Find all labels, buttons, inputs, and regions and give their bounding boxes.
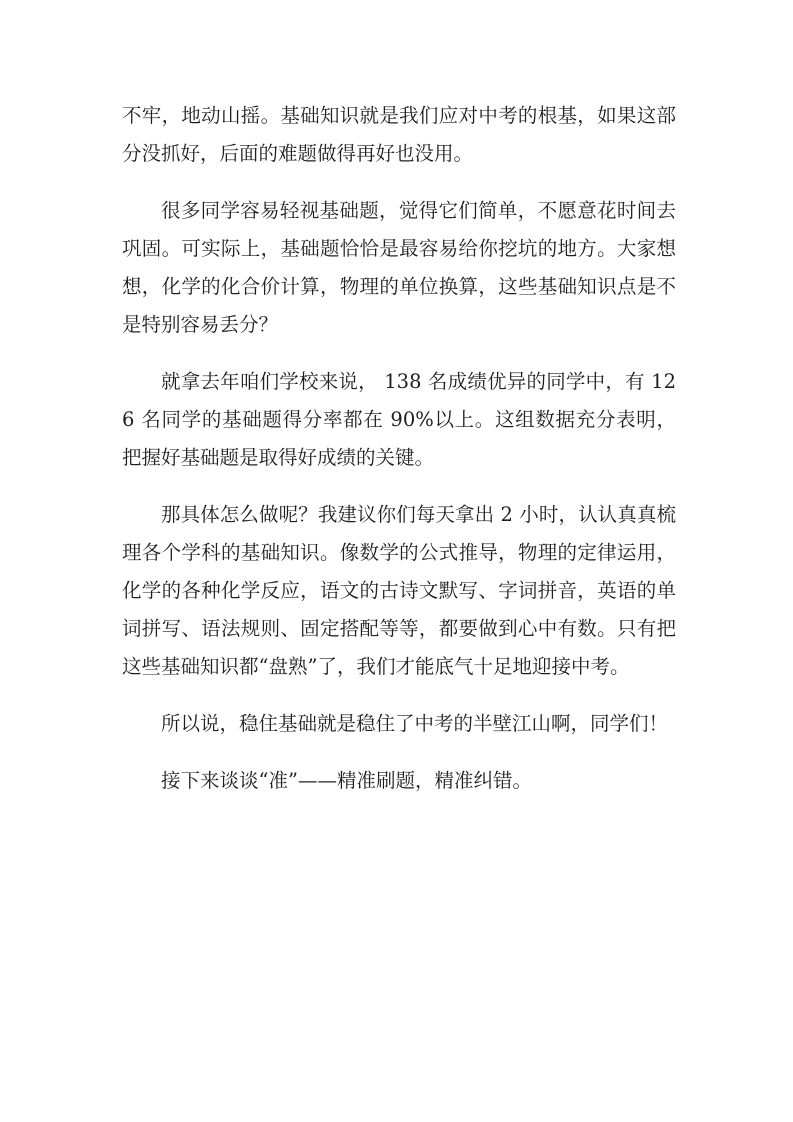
paragraph-3: 就拿去年咱们学校来说， 138 名成绩优异的同学中，有 126 名同学的基础题得分率都在 90%以上。这组数据充分表明，把握好基础题是取得好成绩的关键。 [122, 370, 676, 469]
document-body [122, 97, 676, 819]
paragraph-1: 不牢，地动山摇。基础知识就是我们应对中考的根基，如果这部分没抓好，后面的难题做得再好也没用。 [122, 104, 676, 165]
paragraph-6: 接下来谈谈“准”——精准刷题，精准纠错。 [161, 769, 532, 792]
paragraph-4: 那具体怎么做呢？我建议你们每天拿出 2 小时，认认真真梳理各个学科的基础知识。像数学的公式推导，物理的定律运用，化学的各种化学反应，语文的古诗文默写、字词拼音，英语的单词拼写、语法规则、固定搭配等等，都要做到心中有数。只有把这些基础知识都“盘熟”了，我们才能底气十足地迎接中考。 [122, 503, 676, 678]
paragraph-5: 所以说，稳住基础就是稳住了中考的半壁江山啊，同学们！ [161, 712, 669, 735]
paragraph-2: 很多同学容易轻视基础题，觉得它们简单，不愿意花时间去巩固。可实际上，基础题恰恰是最容易给你挖坑的地方。大家想想，化学的化合价计算，物理的单位换算，这些基础知识点是不是特别容易丢分？ [122, 199, 676, 336]
